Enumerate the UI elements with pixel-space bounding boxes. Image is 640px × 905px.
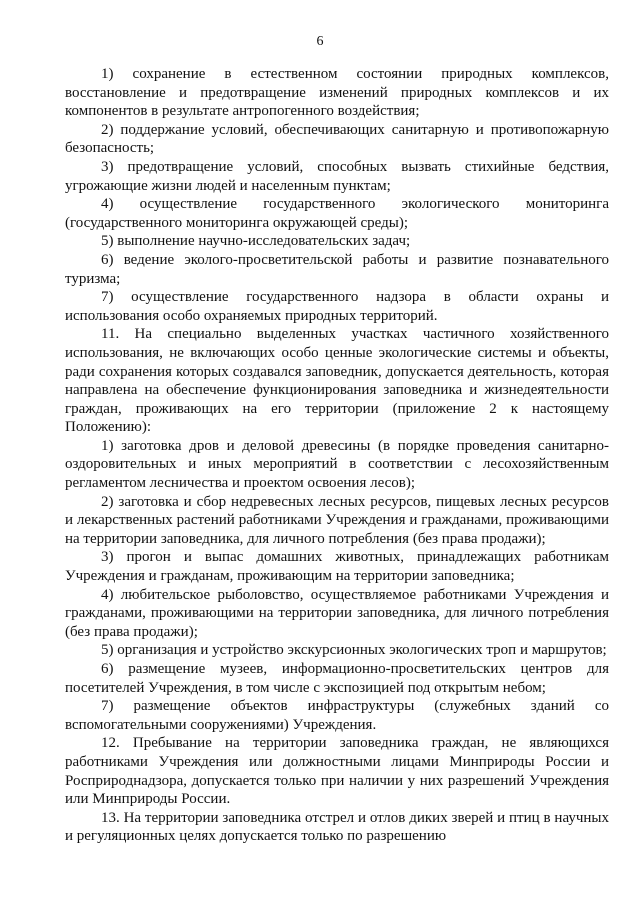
section-11-item-4: 4) любительское рыболовство, осуществляемое работниками Учреждения и гражданами, проживающими на территории заповедника, для личного потребления (без права продажи); (65, 586, 609, 640)
paragraph-item-3: 3) предотвращение условий, способных вызвать стихийные бедствия, угрожающие жизни людей и населенным пунктам; (65, 158, 609, 194)
section-11-item-3: 3) прогон и выпас домашних животных, принадлежащих работникам Учреждения и гражданам, проживающим на территории заповедника; (65, 549, 609, 585)
section-11-paragraph: 11. На специально выделенных участках частичного хозяйственного использования, не включающих особо ценные экологические системы и объекты, ради сохранения которых создавался заповедник, допускается деятельность, которая направлена на обеспечение функционирования заповедника и жизнедеятельности граждан, проживающих на его территории (приложение 2 к настоящему Положению): (65, 326, 609, 436)
section-11-item-6: 6) размещение музеев, информационно-просветительских центров для посетителей Учреждения, в том числе с экспозицией под открытым небом; (65, 661, 609, 696)
section-11-item-2: 2) заготовка и сбор недревесных лесных ресурсов, пищевых лесных ресурсов и лекарственных растений работниками Учреждения и гражданами, проживающими на территории заповедника, для личного потребления (без права продажи); (65, 493, 609, 547)
paragraph-item-2: 2) поддержание условий, обеспечивающих санитарную и противопожарную безопасность; (65, 121, 609, 157)
paragraph-item-5: 5) выполнение научно-исследовательских задач; (101, 233, 411, 250)
page-number: 6 (316, 34, 324, 49)
paragraph-item-6: 6) ведение эколого-просветительской работы и развитие познавательного туризма; (65, 251, 609, 287)
document-body (65, 65, 609, 846)
section-12-paragraph: 12. Пребывание на территории заповедника граждан, не являющихся работниками Учреждения или должностными лицами Минприроды России и Росприроднадзора, допускается только при наличии у них разрешений Учреждения или Минприроды России. (65, 735, 609, 808)
section-11-item-1: 1) заготовка дров и деловой древесины (в порядке проведения санитарно-оздоровительных и иных мероприятий в соответствии с лесохозяйственным регламентом лесничества и проектом освоения лесов); (65, 437, 609, 492)
section-11-item-5: 5) организация и устройство экскурсионных экологических троп и маршрутов; (101, 642, 607, 659)
section-13-paragraph: 13. На территории заповедника отстрел и отлов диких зверей и птиц в научных и регуляционных целях допускается только по разрешению (65, 809, 609, 845)
section-11-item-7: 7) размещение объектов инфраструктуры (служебных зданий со вспомогательными сооружениями) Учреждения. (65, 698, 609, 733)
paragraph-item-7: 7) осуществление государственного надзора в области охраны и использования особо охраняемых природных территорий. (65, 289, 609, 324)
paragraph-item-1: 1) сохранение в естественном состоянии природных комплексов, восстановление и предотвращение изменений природных комплексов и их компонентов в результате антропогенного воздействия; (65, 66, 609, 120)
paragraph-item-4: 4) осуществление государственного экологического мониторинга (государственного мониторинга окружающей среды); (65, 196, 609, 231)
